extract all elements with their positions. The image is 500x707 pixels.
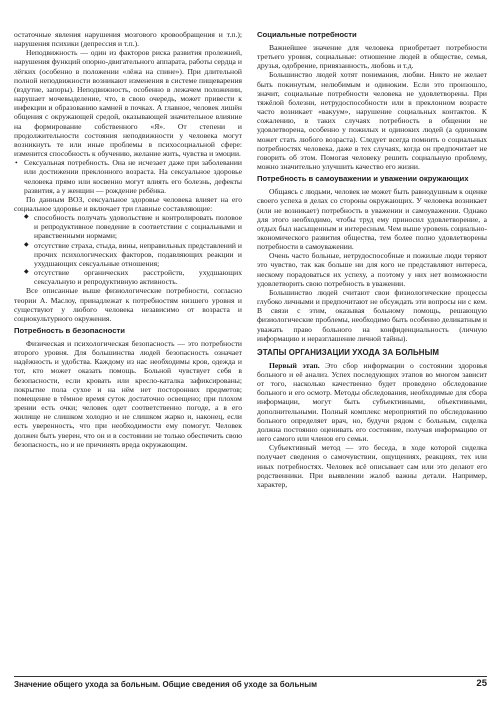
heading-respect: Потребность в самоуважении и уважении окружающих bbox=[257, 174, 469, 184]
paragraph-respect: Общаясь с людьми, человек не может быть равнодушным к оценке своего успеха в делах со стороны окружающих. У человека возникает (или не возникает) потребность в уважении и самоуважении. Однако для этого необходимо, чтобы труд ему приносил удовлетворение, а отдых был насыщенным и интересным. Чем выше уровень социально-экономического развития общества, тем более полно удовлетворены потребности в самоуважении. bbox=[257, 187, 487, 252]
paragraph-who: По данным ВОЗ, сексуальное здоровье человека влияет на его социальное здоровье и включает три главные составляющие: bbox=[14, 194, 242, 213]
paragraph-social: Важнейшее значение для человека приобретает потребности третьего уровня, социальные: отношение людей в обществе, семья, друзья, одобрение, привязанность, любовь и т.д. bbox=[257, 43, 487, 71]
paragraph-elderly: Очень часто больные, нетрудоспособные и пожилые люди теряют это чувство, так как больше ни для кого не представляют интереса, нескому порадоваться их успеху, а поэтому у них нет возможности удовлетворить свою потребность в уважении. bbox=[257, 251, 487, 288]
bullet-sexual-need: • Сексуальная потребность. Она не исчезает даже при заболевании или достижении преклонного возраста. На сексуальное здоровье человека прямо или косвенно могут влиять его болезнь, дефекты развития, а у женщин — рождение ребёнка. bbox=[14, 158, 242, 195]
paragraph-understanding: Большинство людей хотят понимания, любви. Никто не желает быть покинутым, нелюбимым и одиноким. Если это произошло, значит, социальные потребности человека не удовлетворены. При тяжёлой болезни, нетрудоспособности или в преклонном возрасте часто возникает «вакуум», нарушение социальных контактов. К сожалению, в таких случаях потребность в общении не удовлетворена, особенно у пожилых и одиноких людей (а одиноким может стать любого возраста). Следует всегда помнить о социальных потребностях человека, даже в тех случаях, когда он предпочитает не говорить об этом. Помогая человеку решить социальную проблему, можно значительно улучшить качество его жизни. bbox=[257, 70, 487, 172]
paragraph-maslow: Все описанные выше физиологические потребности, согласно теории А. Маслоу, принадлежат к потребностям низшего уровня и существуют у любого человека независимо от возраста и социокультурного окружения. bbox=[14, 286, 242, 323]
footer-divider bbox=[14, 676, 487, 677]
bullet-list bbox=[14, 158, 242, 195]
page-number: 25 bbox=[476, 678, 487, 689]
heading-care-stages: ЭТАПЫ ОРГАНИЗАЦИИ УХОДА ЗА БОЛЬНЫМ bbox=[257, 347, 440, 357]
paragraph-privacy: Большинство людей считают свои физиологические процессы глубоко личными и предпочитают не обсуждать эти вопросы ни с кем. В связи с этим, оказывая больному помощь, решающую физиологические проблемы, необходимо быть особенно деликатным и уважать право больного на конфиденциальность (личную информацию и неразглашение личной тайны). bbox=[257, 287, 487, 343]
heading-social: Социальные потребности bbox=[257, 30, 357, 39]
diamond-item: ◆ отсутствие страха, стыда, вины, неправильных представлений и прочих психологических факторов, подавляющих реакции и ухудшающих сексуальные отношения; bbox=[14, 241, 242, 268]
diamond-item: ◆ способность получать удовольствие и контролировать половое и репродуктивное поведение в соответствии с социальными и нравственными нормами; bbox=[14, 213, 242, 240]
first-stage-label: Первый этап. bbox=[269, 360, 320, 370]
right-column bbox=[257, 30, 487, 489]
running-footer: Значение общего ухода за больным. Общие сведения об уходе за больным bbox=[14, 680, 318, 689]
left-column bbox=[14, 30, 242, 449]
diamond-list bbox=[14, 213, 242, 286]
heading-safety: Потребность в безопасности bbox=[14, 326, 125, 335]
first-stage-text: Это сбор информации о состоянии здоровья больного и её анализ. Успех последующих этапов во многом зависит от того, насколько качественно будет проведено обследование больного и его осмотр. Методы обследования, необходимые для сбора информации, могут быть субъективными, объективными, дополнительными. Полный комплекс мероприятий по обследованию больного определяет врач, но, будучи рядом с больным, сиделка должна постоянно оценивать его состояние, получая информацию от него самого или членов его семьи. bbox=[257, 360, 487, 444]
paragraph-immobility: Неподвижность — один из факторов риска развития пролежней, нарушения функций опорно-двигательного аппарата, работы сердца и лёгких (особенно в положении «лёжа на спине»). При длительной полной неподвижности возникают изменения в системе пищеварения (вздутие, запоры). Неподвижность, особенно в лежачем положении, нарушает мочевыделение, что, в свою очередь, может привести к инфекции и образованию камней в почках. А главное, человек лишён общения с окружающей средой, оказывающей значительное влияние на формирование собственного «Я». От степени и продолжительности состояния неподвижности у человека могут возникнуть те или иные проблемы в психосоциальной сфере: изменится способность к обучению, желание жить, чувства и эмоции. bbox=[14, 48, 242, 159]
paragraph-safety: Физическая и психологическая безопасность — это потребности второго уровня. Для большинства людей безопасность означает надёжность и удобства. Каждому из нас необходимы кров, одежда и тот, кто может оказать помощь. Больной чувствует себя в безопасности, если кровать или кресло-каталка зафиксированы; покрытие пола сухое и на нём нет посторонних предметов; помещение в тёмное время суток достаточно освещено; при плохом зрении есть очки; человек одет соответственно погоде, а в его жилище не слишком холодно и не слишком жарко и, наконец, если есть уверенность, что при необходимости ему помогут. Человек должен быть уверен, что он и в состоянии не только обеспечить свою безопасность, но и не причинять вреда окружающим. bbox=[14, 339, 242, 449]
diamond-item: ◆ отсутствие органических расстройств, ухудшающих сексуальную и репродуктивную активность. bbox=[14, 268, 242, 286]
paragraph-first-stage bbox=[257, 361, 487, 443]
paragraph-subjective: Субъективный метод — это беседа, в ходе которой сиделка получает сведения о самочувствии, ощущениях, реакциях, тех или иных потребностях. Человек всё описывает сам или это делают его родственники. При выявлении жалоб важны детали. Например, характер, bbox=[257, 443, 487, 489]
paragraph: остаточные явления нарушения мозгового кровообращения и т.п.); нарушения психики (депрессия и т.п.). bbox=[14, 30, 242, 49]
